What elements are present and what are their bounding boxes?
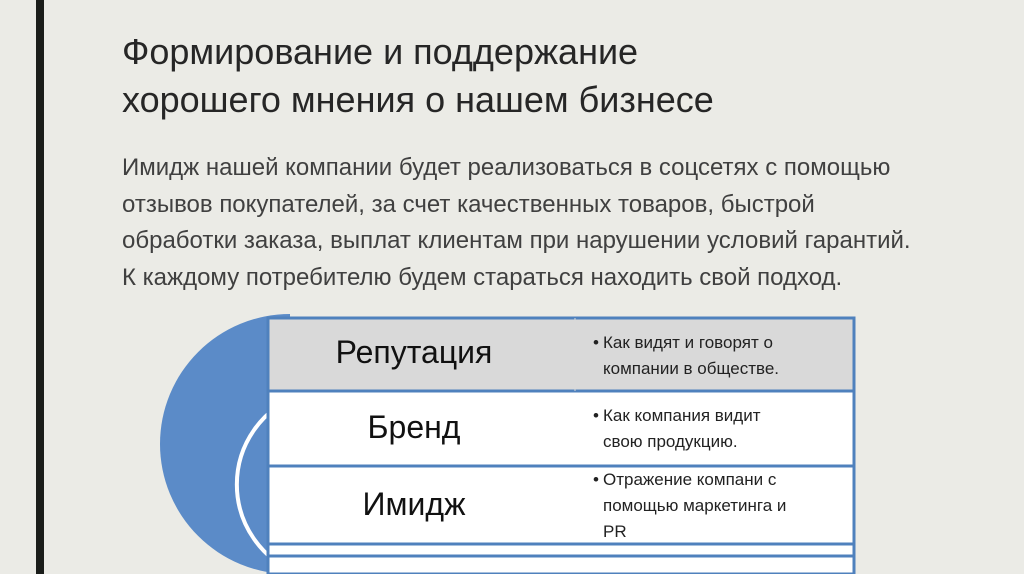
row-desc-image [593, 467, 843, 545]
body-paragraph: Имидж нашей компании будет реализоваться в соцсетях с помощью отзывов покупателей, за счет качественных товаров, быстрой обработки заказа, выплат клиентам при нарушении условий гарантий. К каждому потребителю будем стараться находить свой подход. [122, 154, 911, 291]
desc-line: Как видят и говорят о [603, 333, 773, 352]
row-footer [268, 544, 854, 556]
desc-line: компании в обществе. [603, 359, 780, 378]
desc-line: Отражение компани с [603, 470, 777, 489]
row-desc-brand [593, 403, 843, 455]
row-desc-reputation [593, 330, 843, 382]
desc-line: Как компания видит [603, 406, 761, 425]
bullet-icon: • [593, 406, 599, 425]
row-desc-item [593, 330, 843, 382]
row-desc-item [593, 467, 843, 545]
desc-line: PR [603, 522, 627, 541]
row-footer-2 [268, 556, 854, 574]
row-label-reputation: Репутация [335, 334, 493, 370]
bullet-icon: • [593, 470, 599, 489]
bullet-icon: • [593, 333, 599, 352]
row-desc-item [593, 403, 843, 455]
row-label-brand: Бренд [367, 409, 461, 445]
desc-line: свою продукцию. [603, 432, 738, 451]
desc-line: помощью маркетинга и [603, 496, 787, 515]
title-line-1: Формирование и поддержание [122, 31, 639, 72]
title-line-2: хорошего мнения о нашем бизнесе [122, 79, 714, 120]
row-label-image: Имидж [362, 486, 466, 522]
